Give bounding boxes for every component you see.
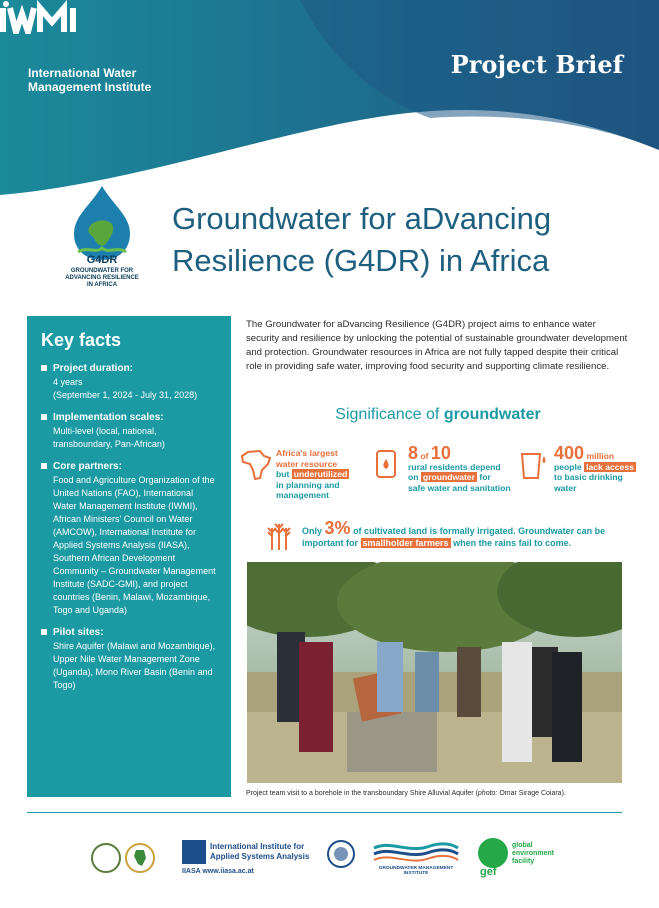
- project-title-line1: Groundwater for aDvancing: [172, 201, 552, 236]
- key-fact-label: Project duration:: [41, 363, 219, 374]
- key-fact-value: [41, 425, 219, 451]
- stat-text-part: safe water and sanitation: [408, 482, 511, 493]
- photo-caption-photo-word: photo:: [477, 790, 498, 797]
- sadc-logo-icon: [326, 838, 356, 874]
- org-name-line2: Management Institute: [28, 80, 152, 94]
- stat-text-part: million: [586, 451, 615, 461]
- g4dr-logo-subtitle-line2: ADVANCING RESILIENCE: [65, 275, 139, 281]
- org-name: [28, 66, 151, 94]
- significance-heading: [246, 406, 630, 424]
- key-facts-panel: [27, 316, 231, 797]
- key-fact-value-line: Multi-level (local, national,: [53, 426, 157, 436]
- stat-text-part: of: [420, 451, 429, 461]
- water-glass-icon: [518, 448, 550, 482]
- stat-highlight: lack access: [586, 461, 634, 472]
- stat-text-part: rural residents depend: [408, 461, 501, 472]
- irrigation-text-part: Only: [302, 526, 323, 536]
- stat-highlight: groundwater: [422, 472, 475, 482]
- header-banner: [0, 0, 659, 200]
- iwmi-logo-icon: [0, 0, 110, 34]
- key-fact-duration: [41, 363, 219, 402]
- stat-text: [554, 443, 636, 493]
- key-fact-value-line: transboundary, Pan-African): [53, 439, 165, 449]
- stat-text-part: for: [479, 472, 491, 482]
- significance-heading-bold: groundwater: [443, 406, 541, 423]
- key-fact-value: Shire Aquifer (Malawi and Mozambique), Upper Nile Water Management Zone (Uganda), Mono River Basin (Benin and Togo): [53, 641, 216, 690]
- g4dr-logo-subtitle-line3: IN AFRICA: [86, 282, 118, 288]
- intro-paragraph: The Groundwater for aDvancing Resilience (G4DR) project aims to enhance water security and resilience by unlocking the potential of sustainable groundwater development and protection. Groundwater resources in Africa are not fully tapped despite their critical role in providing safe water, improving food security and supporting climate resilience.: [246, 319, 628, 372]
- gef-logo: [478, 838, 568, 880]
- stat-text-part: Africa's largest: [276, 448, 338, 458]
- photo-caption-credit: Omar Sirage Coiara).: [497, 790, 566, 797]
- org-name-line1: International Water: [28, 66, 137, 80]
- gef-name-line3: facility: [512, 858, 535, 865]
- stat-text-part: in planning and: [276, 479, 340, 490]
- stat-highlight: smallholder farmers: [362, 538, 449, 548]
- key-fact-value-line: 4 years: [53, 377, 83, 387]
- iiasa-name-line2: Applied Systems Analysis: [210, 852, 310, 861]
- stat-big-number: 8: [408, 443, 419, 463]
- stat-text-part: water resource: [276, 458, 338, 469]
- stat-text-part: people: [554, 461, 582, 472]
- key-fact-partners: [41, 461, 219, 617]
- project-title: [172, 198, 632, 282]
- iiasa-logo-icon: [182, 840, 206, 864]
- gef-name-line1: global: [512, 842, 533, 849]
- wheat-icon: [262, 520, 296, 552]
- photo-caption: [246, 790, 636, 797]
- g4dr-logo-subtitle-line1: GROUNDWATER FOR: [70, 268, 134, 274]
- key-fact-pilot-sites: [41, 627, 219, 692]
- footer-divider: [27, 812, 622, 813]
- stat-text-part: but: [276, 469, 290, 479]
- gef-name: [512, 842, 554, 866]
- irrigation-percent: 3%: [324, 518, 351, 538]
- key-fact-label: Pilot sites:: [41, 627, 219, 638]
- stat-text-part: on: [408, 472, 419, 482]
- brief-label: Project Brief: [450, 50, 623, 79]
- key-facts-heading: Key facts: [41, 330, 122, 350]
- stat-text-part: water: [554, 482, 577, 493]
- gef-globe-icon: [478, 838, 508, 868]
- iiasa-logo: [182, 838, 322, 880]
- stat-text-part: to basic drinking: [554, 472, 623, 482]
- water-tap-icon: [372, 448, 404, 482]
- irrigation-text-part: of cultivated land is formally irrigated. Groundwater can be important for: [302, 526, 606, 548]
- stat-highlight: underutilized: [293, 469, 348, 479]
- key-fact-value: [41, 376, 219, 402]
- key-fact-label: Implementation scales:: [41, 412, 219, 423]
- gmi-wave-icon: [370, 838, 462, 864]
- key-fact-value: Food and Agriculture Organization of the United Nations (FAO), International Water Management Institute (IWMI), African Ministers' Council on Water (AMCOW), International Institute for Applied Systems Analysis (IIASA), Southern African Development Community – Groundwater Management Institute (SADC-GMI), and project countries (Benin, Malawi, Mozambique, Togo and Uganda): [53, 475, 216, 615]
- gef-name-line2: environment: [512, 850, 555, 857]
- stat-text-part: management: [276, 490, 330, 500]
- gmi-name: GROUNDWATER MANAGEMENT INSTITUTE: [378, 866, 454, 876]
- photo-caption-text: Project team visit to a borehole in the transboundary Shire Alluvial Aquifer (: [246, 790, 478, 797]
- iiasa-name: [210, 842, 309, 862]
- g4dr-logo-subtitle: [56, 268, 148, 289]
- stat-big-number: 10: [430, 443, 451, 463]
- key-fact-scales: [41, 412, 219, 451]
- stat-text: [276, 448, 349, 501]
- gmi-logo: [370, 838, 462, 878]
- stat-big-number: 400: [554, 443, 585, 463]
- irrigation-text: [302, 518, 622, 549]
- african-union-logo-icon: [88, 838, 160, 880]
- key-fact-label: Core partners:: [41, 461, 219, 472]
- key-fact-value-line: (September 1, 2024 - July 31, 2028): [53, 390, 198, 400]
- africa-map-icon: [240, 448, 272, 482]
- g4dr-logo-title: G4DR: [86, 254, 118, 266]
- irrigation-text-part: when the rains fail to come.: [453, 538, 572, 548]
- project-title-line2: Resilience (G4DR) in Africa: [172, 243, 550, 278]
- gef-label: gef: [480, 866, 497, 878]
- iiasa-url: IIASA www.iiasa.ac.at: [182, 868, 254, 875]
- significance-heading-plain: Significance of: [335, 406, 440, 423]
- iiasa-name-line1: International Institute for: [210, 842, 305, 851]
- stat-text: [408, 443, 511, 493]
- field-visit-photo: [247, 562, 622, 783]
